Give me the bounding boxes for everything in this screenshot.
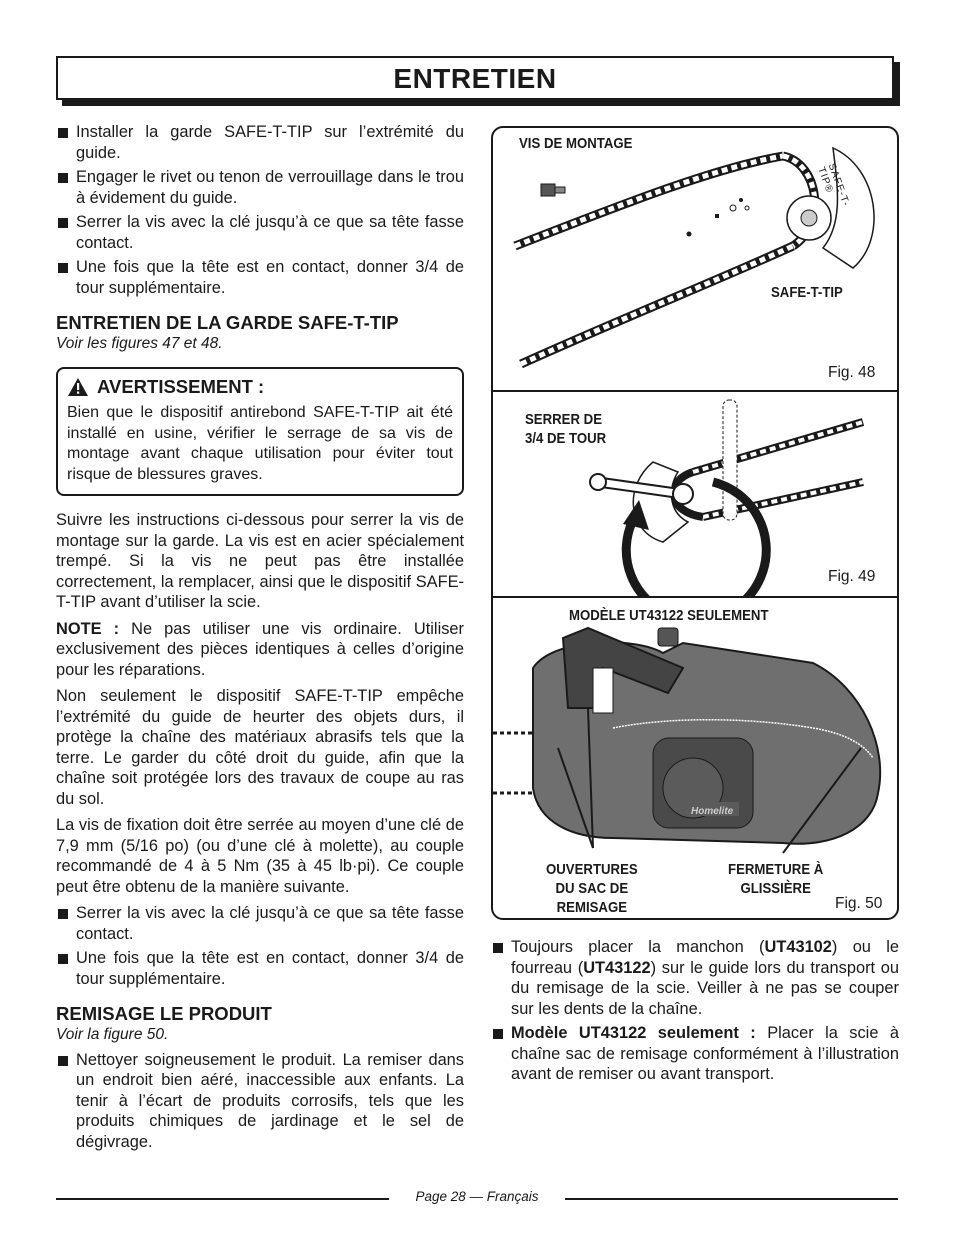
warning-title: AVERTISSEMENT : [97,375,265,397]
figure-number: Fig. 48 [828,364,876,381]
note-paragraph [56,619,464,681]
figures-panel [491,126,899,920]
page-title-box [56,56,894,100]
paragraph: La vis de fixation doit être serrée au moyen d’une clé de 7,9 mm (5/16 po) (ou d’une clé à molette), au couple recommandé de 4 à 5 Nm (35 à 45 lb·pi). Ce couple peut être obtenu de la manière suivante. [56,816,464,896]
warning-text: Bien que le dispositif antirebond SAFE-T-TIP ait été installé en usine, vérifier le serrage de sa vis de montage avant chaque utilisation pour éviter tout risque de blessures graves. [67,404,453,483]
list-item: Engager le rivet ou tenon de verrouillage dans le trou à évidement du guide. [56,167,464,208]
section-heading-safe-t-tip: ENTRETIEN DE LA GARDE SAFE-T-TIP [56,312,399,333]
storage-steps-list [56,1050,464,1153]
list-item: Une fois que la tête est en contact, donner 3/4 de tour supplémentaire. [56,948,464,989]
page-title: ENTRETIEN [393,63,557,94]
figure-50 [493,596,897,920]
install-steps-list [56,122,464,298]
label-model-only: MODÈLE UT43122 SEULEMENT [569,607,769,624]
list-item: Installer la garde SAFE-T-TIP sur l’extrémité du guide. [56,122,464,163]
paragraph: Non seulement le dispositif SAFE-T-TIP empêche l’extrémité du guide de heurter des objets durs, il protège la chaîne des matériaux abrasifs tels que la terre. Le garder du côté droit du guide, afin que la chaîne soit protégée lors des travaux de coupe au ras du sol. [56,687,464,808]
guard-marking: SAFE-T-TIP® [815,162,852,209]
label-tighten-line1: SERRER DE [525,411,603,428]
warning-triangle-icon [67,377,89,397]
right-column-text [491,937,899,1089]
warning-box [56,367,464,497]
label-safe-t-tip: SAFE-T-TIP [771,284,843,301]
list-item: Serrer la vis avec la clé jusqu’à ce que sa tête fasse contact. [56,903,464,944]
list-item: Nettoyer soigneusement le produit. La remiser dans un endroit bien aéré, inaccessible aux enfants. La tenir à l’écart de produits corrosifs, tels que les produits chimiques de jardinage et le sel de dégivrage. [56,1050,464,1153]
brand-logo: Homelite [691,806,734,817]
figure-reference: Voir la figure 50. [56,1026,169,1043]
left-column [56,122,464,1156]
label-mounting-screw: VIS DE MONTAGE [519,135,633,152]
figure-number: Fig. 49 [828,568,876,585]
list-item: Serrer la vis avec la clé jusqu’à ce que sa tête fasse contact. [56,212,464,253]
page-number: Page 28 — Français [415,1189,539,1204]
section-heading-storage: REMISAGE LE PRODUIT [56,1003,272,1024]
tighten-steps-list [56,903,464,989]
list-item: Toujours placer la manchon (UT43102) ou le fourreau (UT43122) sur le guide lors du transport ou du remisage de la scie. Veiller à ne pas se couper sur les dents de la chaîne. [491,937,899,1019]
figure-reference: Voir les figures 47 et 48. [56,335,223,352]
paragraph: Suivre les instructions ci-dessous pour serrer la vis de montage sur la garde. La vis est en acier spécialement trempé. Si la vis ne peut pas être installée correctement, la remplacer, ainsi que le dispositif SAFE-T-TIP avant d’utiliser la scie. [56,511,464,611]
page-footer [56,1188,898,1208]
figure-number: Fig. 50 [835,895,883,912]
figure-49 [493,390,897,598]
transport-list [491,937,899,1085]
list-item: Une fois que la tête est en contact, donner 3/4 de tour supplémentaire. [56,257,464,298]
label-tighten-line2: 3/4 DE TOUR [525,430,607,447]
label-zipper: FERMETURE À GLISSIÈRE [728,861,824,897]
figure-48 [493,128,897,390]
label-openings: OUVERTURES DU SAC DE REMISAGE [546,861,638,916]
note-label: NOTE : [56,619,120,638]
list-item: Modèle UT43122 seulement : Placer la scie à chaîne sac de remisage conformément à l’illustration avant de remiser ou avant transport. [491,1023,899,1085]
note-text: Ne pas utiliser une vis ordinaire. Utiliser exclusivement des pièces identiques à celles d’origine pour les réparations. [56,619,464,679]
